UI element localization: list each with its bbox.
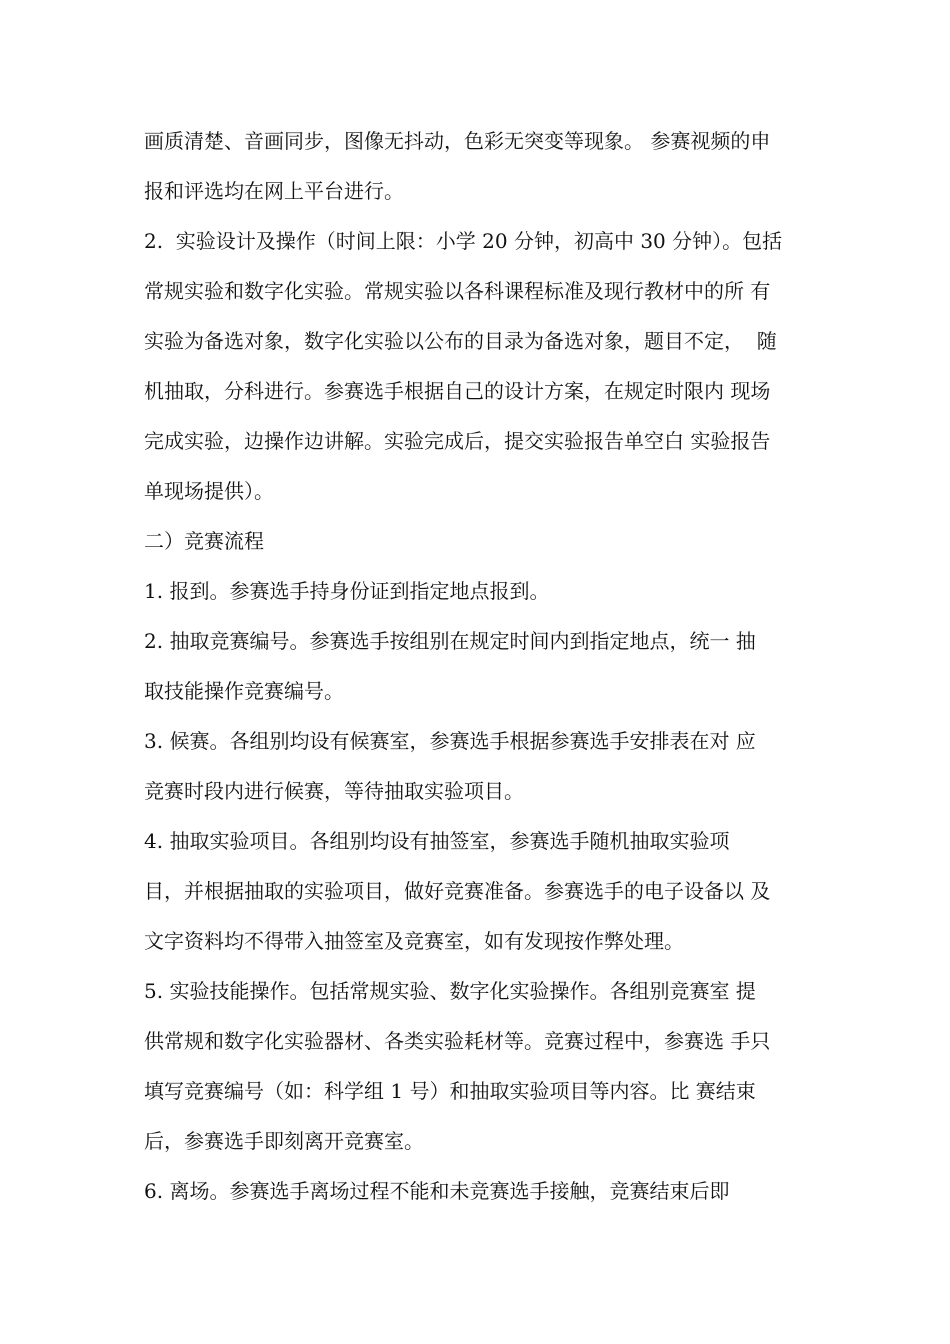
text-line: 2. 实验设计及操作（时间上限：小学 20 分钟，初高中 30 分钟）。包括	[144, 229, 783, 253]
text-line: 目，并根据抽取的实验项目，做好竞赛准备。参赛选手的电子设备以 及	[144, 879, 771, 903]
text-line: 画质清楚、音画同步，图像无抖动，色彩无突变等现象。 参赛视频的申	[144, 129, 771, 153]
text-line: 常规实验和数字化实验。常规实验以各科课程标准及现行教材中的所 有	[144, 279, 771, 303]
text-line: 机抽取，分科进行。参赛选手根据自己的设计方案，在规定时限内 现场	[144, 379, 771, 403]
text-line: 后，参赛选手即刻离开竞赛室。	[144, 1129, 424, 1153]
text-line: 5. 实验技能操作。包括常规实验、数字化实验操作。各组别竞赛室 提	[144, 979, 756, 1003]
text-line: 2. 抽取竞赛编号。参赛选手按组别在规定时间内到指定地点，统一 抽	[144, 629, 756, 653]
text-line: 竞赛时段内进行候赛，等待抽取实验项目。	[144, 779, 524, 803]
text-line: 3. 候赛。各组别均设有候赛室，参赛选手根据参赛选手安排表在对 应	[144, 729, 756, 753]
text-line: 报和评选均在网上平台进行。	[144, 179, 404, 203]
text-line: 完成实验，边操作边讲解。实验完成后，提交实验报告单空白 实验报告	[144, 429, 771, 453]
text-line: 1. 报到。参赛选手持身份证到指定地点报到。	[144, 579, 550, 603]
text-line: 供常规和数字化实验器材、各类实验耗材等。竞赛过程中，参赛选 手只	[144, 1029, 771, 1053]
text-line: 4. 抽取实验项目。各组别均设有抽签室，参赛选手随机抽取实验项	[144, 829, 730, 853]
text-line: 文字资料均不得带入抽签室及竞赛室，如有发现按作弊处理。	[144, 929, 684, 953]
text-line: 实验为备选对象，数字化实验以公布的目录为备选对象，题目不定， 随	[144, 329, 777, 353]
text-line: 6. 离场。参赛选手离场过程不能和未竞赛选手接触，竞赛结束后即	[144, 1179, 730, 1203]
section-heading: 二）竞赛流程	[144, 529, 264, 553]
text-line: 单现场提供）。	[144, 479, 274, 503]
text-line: 取技能操作竞赛编号。	[144, 679, 344, 703]
text-line: 填写竞赛编号（如：科学组 1 号）和抽取实验项目等内容。比 赛结束	[144, 1079, 756, 1103]
